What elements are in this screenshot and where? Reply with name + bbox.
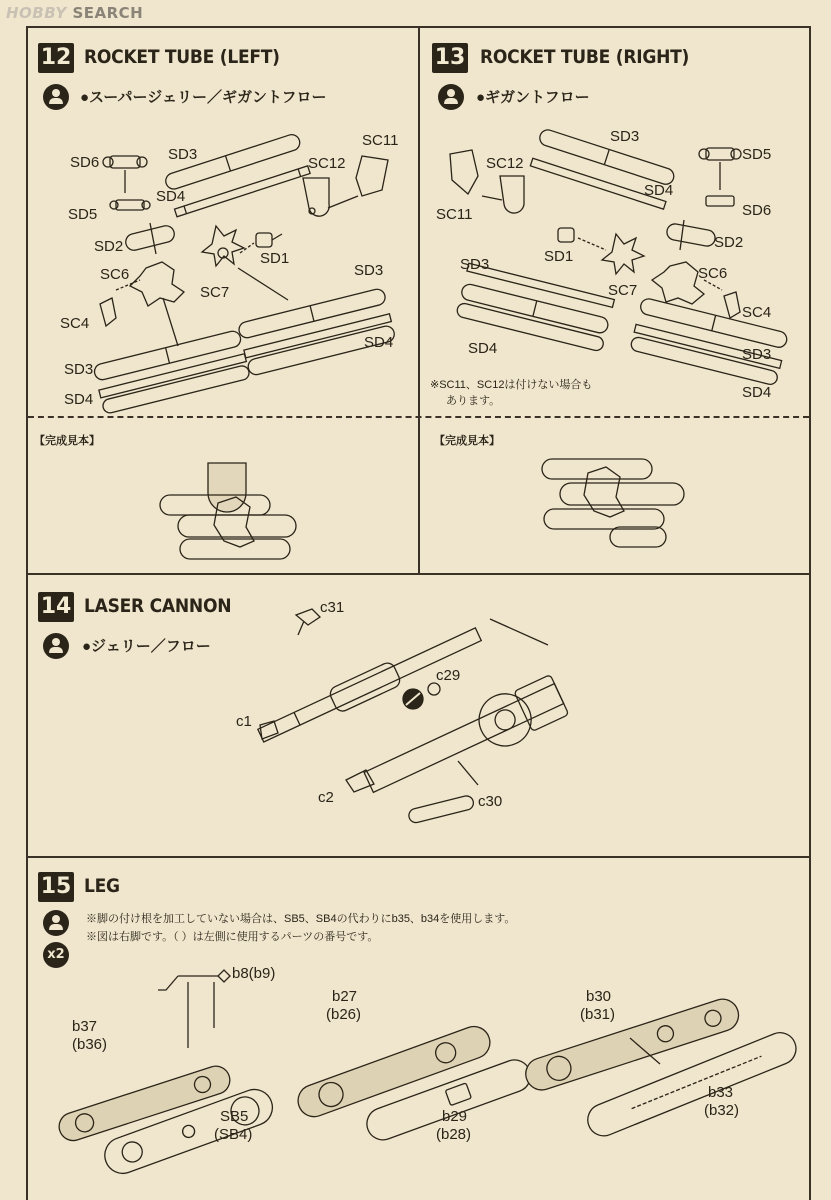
part-label: b30 — [586, 988, 612, 1005]
part-label: SC4 — [742, 304, 772, 321]
part-label: c2 — [318, 789, 334, 806]
part-label: (b32) — [704, 1102, 740, 1119]
hobbysearch-watermark — [6, 4, 143, 22]
finished-sample-right — [420, 423, 809, 563]
part-label: SD2 — [714, 234, 744, 251]
part-label: c1 — [236, 713, 252, 730]
variant-label: ●ジェリー／フロー — [82, 638, 211, 655]
part-label: SD3 — [354, 262, 384, 279]
part-label: SD4 — [364, 334, 394, 351]
part-label: SC12 — [308, 155, 346, 172]
part-label: SD6 — [70, 154, 100, 171]
note-line: ※脚の付け根を加工していない場合は、SB5、SB4の代わりにb35、b34を使用します。 — [86, 913, 516, 925]
variant-label: ●スーパージェリー／ギガントフロー — [80, 89, 327, 106]
part-label: SD3 — [64, 361, 94, 378]
note-line: ※図は右脚です。（ ）は左側に使用するパーツの番号です。 — [86, 931, 379, 943]
step-15-panel — [28, 858, 809, 1200]
part-label: (b31) — [580, 1006, 616, 1023]
part-label: SC7 — [608, 282, 638, 299]
part-label: SC11 — [436, 206, 473, 223]
step-title: LASER CANNON — [84, 595, 232, 617]
rocket-tube-left-diagram — [28, 28, 418, 418]
part-label: b33 — [708, 1084, 734, 1101]
part-label: b37 — [72, 1018, 98, 1035]
part-label: SD3 — [460, 256, 490, 273]
part-label: SD1 — [260, 250, 290, 267]
step-13-panel — [420, 28, 809, 573]
part-label: SD2 — [94, 238, 124, 255]
part-label: SD1 — [544, 248, 574, 265]
part-label: (SB4) — [214, 1126, 253, 1143]
step-number: 15 — [38, 872, 74, 902]
finished-sample-left — [28, 423, 418, 563]
part-label: SD3 — [168, 146, 198, 163]
part-label: b8(b9) — [232, 965, 276, 982]
finished-sample-label: 【完成見本】 — [34, 435, 100, 447]
laser-cannon-diagram — [28, 575, 809, 856]
part-label: SC6 — [698, 265, 728, 282]
part-label: (b28) — [436, 1126, 472, 1143]
part-label: SD5 — [742, 146, 772, 163]
part-label: SD4 — [468, 340, 498, 357]
part-label: (b26) — [326, 1006, 362, 1023]
part-label: SD4 — [644, 182, 674, 199]
finished-sample-label: 【完成見本】 — [434, 435, 500, 447]
step-number: 12 — [38, 43, 74, 73]
part-label: SD3 — [610, 128, 640, 145]
times-two-icon: x2 — [43, 942, 69, 968]
part-label: (b36) — [72, 1036, 108, 1053]
variant-label: ●ギガントフロー — [476, 89, 590, 106]
part-label: SC11 — [362, 132, 399, 149]
part-label: SD4 — [156, 188, 186, 205]
part-label: SC7 — [200, 284, 230, 301]
part-label: SD4 — [742, 384, 772, 401]
part-label: SC6 — [100, 266, 130, 283]
step-12-panel — [28, 28, 418, 573]
step-title: LEG — [84, 875, 120, 897]
part-label: c29 — [436, 667, 461, 684]
part-label: SD6 — [742, 202, 772, 219]
step-title: ROCKET TUBE (LEFT) — [84, 46, 280, 68]
watermark-hobby: HOBBY — [6, 4, 67, 22]
step-14-panel — [28, 575, 809, 856]
part-label: SD5 — [68, 206, 98, 223]
part-label: SD4 — [64, 391, 94, 408]
watermark-search: SEARCH — [72, 4, 144, 22]
part-label: SD3 — [742, 346, 772, 363]
note-line: あります。 — [446, 395, 501, 407]
part-label: c30 — [478, 793, 503, 810]
part-label: SB5 — [220, 1108, 249, 1125]
leg-diagram — [28, 858, 809, 1200]
part-label: b27 — [332, 988, 358, 1005]
part-label: SC12 — [486, 155, 524, 172]
part-label: b29 — [442, 1108, 468, 1125]
part-label: SC4 — [60, 315, 90, 332]
step-title: ROCKET TUBE (RIGHT) — [480, 46, 690, 68]
note-line: ※SC11、SC12は付けない場合も — [430, 379, 593, 391]
part-label: c31 — [320, 599, 345, 616]
step-number: 14 — [38, 592, 74, 622]
step-number: 13 — [432, 43, 468, 73]
